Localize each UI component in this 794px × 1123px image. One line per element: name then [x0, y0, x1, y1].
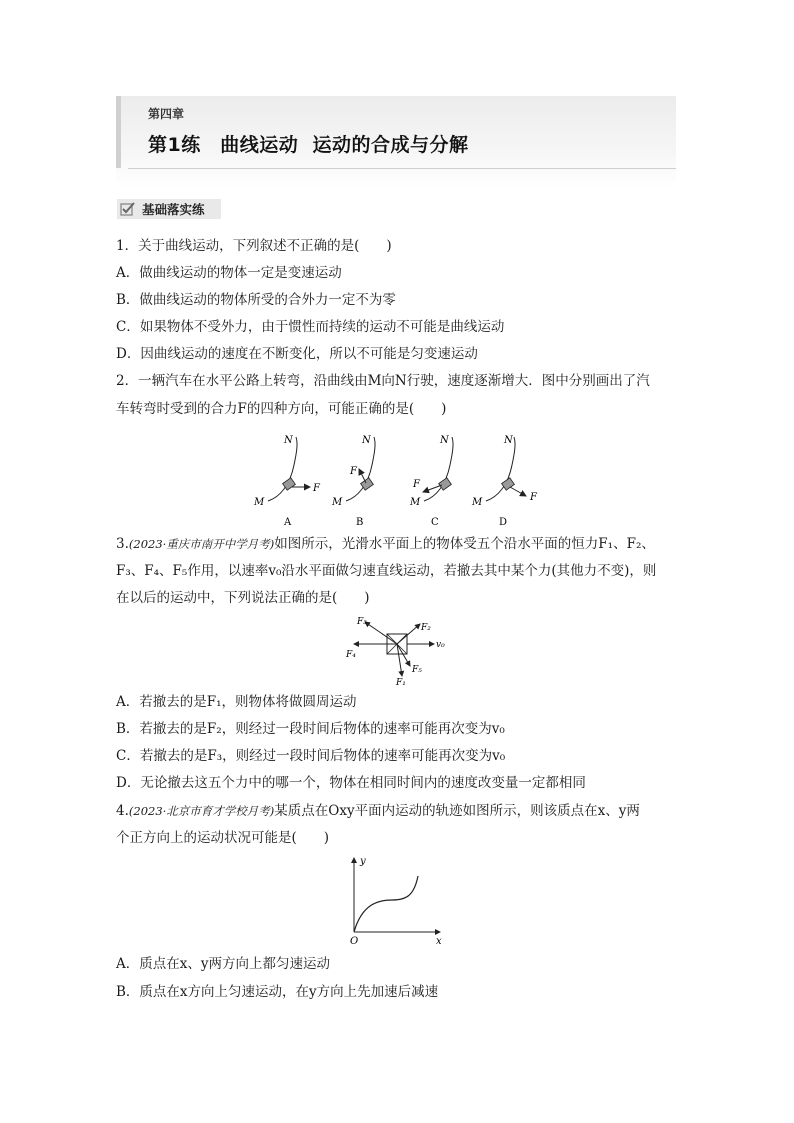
q2-c-force-label: F [413, 479, 420, 490]
q3-stem-line3: 在以后的运动中，下列说法正确的是( ) [116, 590, 370, 606]
q3-f4-label: F₄ [346, 650, 356, 660]
q2-d-point-m: M [472, 497, 483, 508]
q3-option-c: C．若撤去的是F₃，则经过一段时间后物体的速率可能再次变为v₀ [116, 748, 506, 764]
section-label: 基础落实练 [142, 202, 205, 217]
q2-figure [240, 425, 550, 530]
q3-number: 3. [116, 536, 129, 552]
q1-option-a: A．做曲线运动的物体一定是变速运动 [116, 265, 342, 281]
q2-b-point-n: N [362, 435, 371, 446]
chapter-label: 第四章 [148, 107, 185, 121]
q3-f5-label: F₅ [412, 665, 422, 675]
q2-stem-line1: 2．一辆汽车在水平公路上转弯，沿曲线由M向N行驶，速度逐渐增大．图中分别画出了汽 [116, 373, 650, 389]
q1-option-d: D．因曲线运动的速度在不断变化，所以不可能是匀变速运动 [116, 346, 478, 362]
q4-stem-text: 某质点在Oxy平面内运动的轨迹如图所示，则该质点在x、y两 [274, 803, 640, 819]
q4-option-b: B．质点在x方向上匀速运动，在y方向上先加速后减速 [116, 984, 439, 1000]
section-heading [117, 199, 221, 219]
q3-f2-label: F₂ [421, 623, 431, 633]
q3-f1-label: F₁ [396, 678, 406, 688]
q4-stem-line2: 个正方向上的运动状况可能是( ) [116, 830, 330, 846]
q3-stem-line1 [116, 535, 655, 553]
q4-y-label: y [360, 856, 366, 867]
q3-f3-label: F₃ [357, 617, 367, 627]
q2-a-force-label: F [313, 483, 320, 494]
header-accent-bar [116, 96, 121, 168]
q3-option-d: D．无论撤去这五个力中的哪一个，物体在相同时间内的速度改变量一定都相同 [116, 775, 586, 791]
q3-figure [340, 612, 460, 688]
q1-option-c: C．如果物体不受外力，由于惯性而持续的运动不可能是曲线运动 [116, 319, 505, 335]
q4-x-label: x [436, 936, 442, 947]
q3-source: (2023·重庆市南开中学月考) [128, 537, 275, 551]
q4-option-a: A．质点在x、y两方向上都匀速运动 [116, 956, 330, 972]
q2-b-point-m: M [332, 497, 343, 508]
q4-source: (2023·北京市育才学校月考) [128, 804, 275, 818]
q3-v0-label: v₀ [436, 640, 445, 650]
q4-number: 4. [116, 803, 129, 819]
header-divider [128, 168, 676, 169]
q2-option-b-label: B [356, 517, 364, 528]
q2-stem-line2: 车转弯时受到的合力F的四种方向，可能正确的是( ) [116, 401, 447, 417]
q2-a-point-n: N [284, 435, 293, 446]
q2-option-a-label: A [284, 517, 292, 528]
q2-figure-b [331, 435, 375, 528]
q3-stem-line2: F₃、F₄、F₅作用，以速率v₀沿水平面做匀速直线运动，若撤去其中某个力(其他力不变)，则 [116, 563, 657, 579]
chapter-header [116, 96, 676, 188]
q2-d-point-n: N [504, 435, 513, 446]
q3-option-b: B．若撤去的是F₂，则经过一段时间后物体的速率可能再次变为v₀ [116, 721, 505, 737]
q4-stem-line1 [116, 802, 640, 820]
q2-option-c-label: C [431, 517, 439, 528]
q2-option-d-label: D [499, 517, 508, 528]
q4-trajectory [354, 876, 418, 932]
q4-origin-label: O [350, 936, 359, 947]
q1-option-b: B．做曲线运动的物体所受的合外力一定不为零 [116, 292, 396, 308]
q1-stem: 1．关于曲线运动，下列叙述不正确的是( ) [116, 238, 392, 254]
q2-figure-d [471, 435, 538, 528]
q2-c-point-m: M [410, 497, 421, 508]
q2-a-point-m: M [254, 497, 265, 508]
q4-figure [340, 852, 450, 948]
check-icon [120, 201, 136, 217]
q2-figure-a [253, 435, 321, 528]
q3-option-a: A．若撤去的是F₁，则物体将做圆周运动 [116, 694, 357, 710]
q2-c-point-n: N [440, 435, 449, 446]
q2-d-force-label: F [530, 492, 537, 503]
q3-stem-text: 如图所示，光滑水平面上的物体受五个沿水平面的恒力F₁、F₂、 [274, 536, 655, 552]
page-title: 第1练 曲线运动 运动的合成与分解 [148, 134, 469, 156]
q2-figure-c [409, 435, 453, 528]
q2-b-force-label: F [350, 466, 357, 477]
